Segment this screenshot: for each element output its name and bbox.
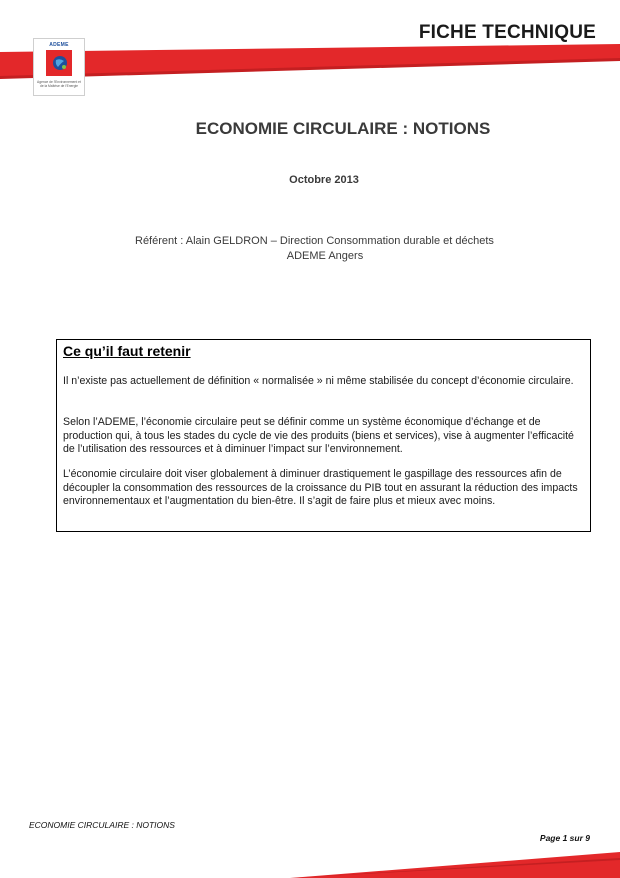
summary-box bbox=[56, 339, 591, 532]
referent-line-2: ADEME Angers bbox=[286, 250, 364, 262]
header-red-band bbox=[0, 0, 620, 100]
ademe-logo bbox=[33, 38, 85, 96]
footer-page-number: Page 1 sur 9 bbox=[539, 833, 590, 843]
summary-paragraph: L’économie circulaire doit viser globalement à diminuer drastiquement le gaspillage des ressources afin de découpler la consommation des ressources de la croissance du PIB tout en assurant la réduction des impacts environnementaux et l’augmentation du bien-être. Il s’agit de faire plus et mieux avec moins. bbox=[63, 468, 578, 507]
summary-paragraph: Selon l’ADEME, l’économie circulaire peut se définir comme un système économique d’échange et de production qui, à tous les stades du cycle de vie des produits (biens et services), vise à augmenter l’efficacité de l’utilisation des ressources et à diminuer l’impact sur l’environnement. bbox=[63, 416, 574, 455]
logo-tagline: Agence de l'Environnement et de la Maîtrise de l'Energie bbox=[37, 80, 81, 88]
footer-red-band bbox=[0, 840, 620, 878]
logo-name: ADEME bbox=[49, 42, 69, 48]
summary-heading: Ce qu’il faut retenir bbox=[63, 343, 191, 359]
document-date: Octobre 2013 bbox=[289, 174, 359, 186]
footer-document-title: ECONOMIE CIRCULAIRE : NOTIONS bbox=[29, 820, 175, 830]
document-title: ECONOMIE CIRCULAIRE : NOTIONS bbox=[195, 119, 491, 138]
referent-line-1: Référent : Alain GELDRON – Direction Consommation durable et déchets bbox=[135, 235, 494, 247]
logo-mark-icon bbox=[46, 50, 72, 76]
summary-paragraph: Il n’existe pas actuellement de définition « normalisée » ni même stabilisée du concept d’économie circulaire. bbox=[63, 375, 574, 387]
header-title: FICHE TECHNIQUE bbox=[418, 22, 596, 43]
